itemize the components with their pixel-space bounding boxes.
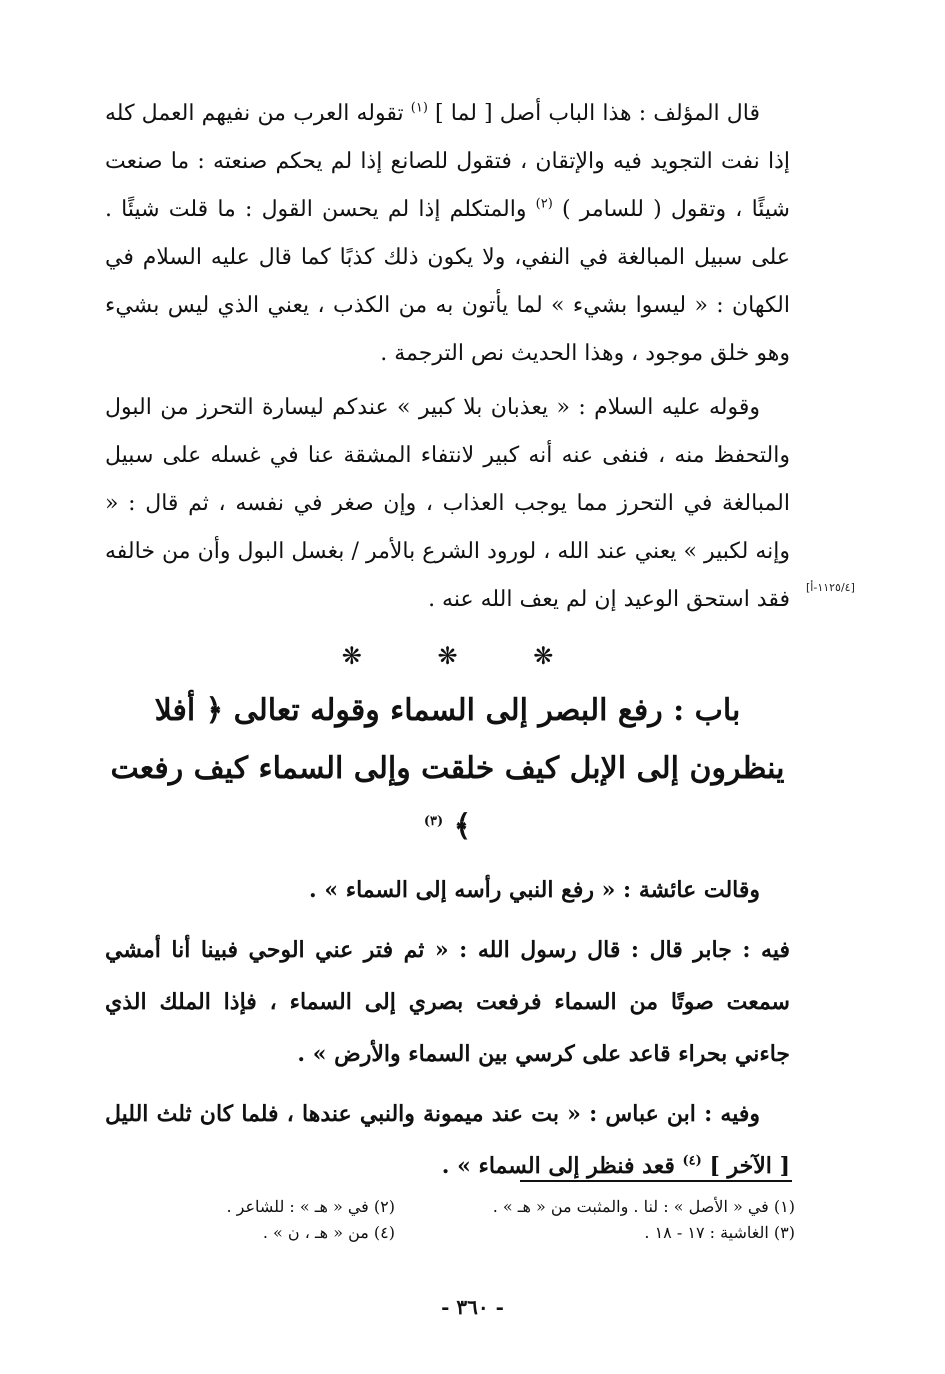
section-separator (105, 642, 790, 670)
paragraph-2-text: وقوله عليه السلام : « يعذبان بلا كبير » عندكم ليسارة التحرز من البول والتحفظ منه ، فنفى عنه أنه كبير لانتفاء المشقة عنا في غسله على سبيل المبالغة في التحرز مما يوجب العذاب ، وإن صغر في نفسه ، ثم قال : « وإنه لكبير » يعني عند الله ، لورود الشرع بالأمر / بغسل البول وأن من خالفه فقد استحق الوعيد إن لم يعف الله عنه . (105, 395, 790, 612)
page-body (105, 90, 790, 1192)
paragraph-author-intro (105, 90, 790, 378)
ibn-abbas-text-a: وفيه : ابن عباس : « بت عند ميمونة والنبي عندها ، فلما كان ثلث الليل [ الآخر ] (105, 1101, 790, 1179)
footnote-marker-3[interactable]: (٣) (423, 814, 444, 829)
footnotes (110, 1194, 795, 1246)
page-number: - ٣٦٠ - (441, 1295, 504, 1319)
separator-star-icon: ❋ (533, 642, 554, 670)
footnote-marker-1[interactable]: (١) (410, 100, 428, 116)
footnote-divider (520, 1180, 792, 1182)
ibn-abbas-text-b: قعد فنظر إلى السماء » . (441, 1153, 683, 1179)
footnote-1: (١) في « الأصل » : لنا . والمثبت من « هـ » . (492, 1197, 795, 1216)
chapter-heading-text: باب : رفع البصر إلى السماء وقوله تعالى ﴿ أفلا ينظرون إلى الإبل كيف خلقت وإلى السماء كيف رفعت ﴾ (110, 693, 785, 844)
paragraph-1-text-b: تقوله العرب من نفيهم العمل كله إذا نفت التجويد فيه والإتقان ، فتقول للصانع إذا لم يحكم صنعته : ما صنعت شيئًا ، وتقول ( للسامر ) (105, 101, 790, 222)
chapter-heading (105, 682, 790, 856)
footnote-marker-2[interactable]: (٢) (535, 196, 553, 212)
manuscript-folio-reference: [١١٢٥/٤-أ] (806, 581, 855, 594)
footnote-marker-4[interactable]: (٤) (682, 1153, 702, 1169)
paragraph-1-text-a: قال المؤلف : هذا الباب أصل [ لما ] (427, 101, 761, 126)
aisha-narration-text: وقالت عائشة : « رفع النبي رأسه إلى السماء » . (309, 877, 760, 903)
footnote-row (110, 1194, 795, 1220)
paragraph-1-text-c: والمتكلم إذا لم يحسن القول : ما قلت شيئًا . على سبيل المبالغة في النفي، ولا يكون ذلك كذبًا كما قال عليه السلام في الكهان : « ليسوا بشيء » لما يأتون به من الكذب ، يعني الذي ليس بشيء وهو خلق موجود ، وهذا الحديث نص الترجمة . (105, 197, 790, 366)
paragraph-urine-hadith (105, 384, 790, 624)
footnote-4: (٤) من « هـ ، ن » . (262, 1223, 395, 1242)
jabir-narration (105, 924, 790, 1080)
separator-star-icon: ❋ (341, 642, 362, 670)
ibn-abbas-narration (105, 1088, 790, 1192)
footnote-row (110, 1220, 795, 1246)
aisha-narration (105, 864, 790, 916)
jabir-narration-text: فيه : جابر قال : قال رسول الله : « ثم فتر عني الوحي فبينا أنا أمشي سمعت صوتًا من السماء فرفعت بصري إلى السماء ، فإذا الملك الذي جاءني بحراء قاعد على كرسي بين السماء والأرض » . (105, 937, 790, 1067)
separator-star-icon: ❋ (437, 642, 458, 670)
footnote-3: (٣) الغاشية : ١٧ - ١٨ . (644, 1223, 795, 1242)
footnote-2: (٢) في « هـ » : للشاعر . (226, 1197, 395, 1216)
